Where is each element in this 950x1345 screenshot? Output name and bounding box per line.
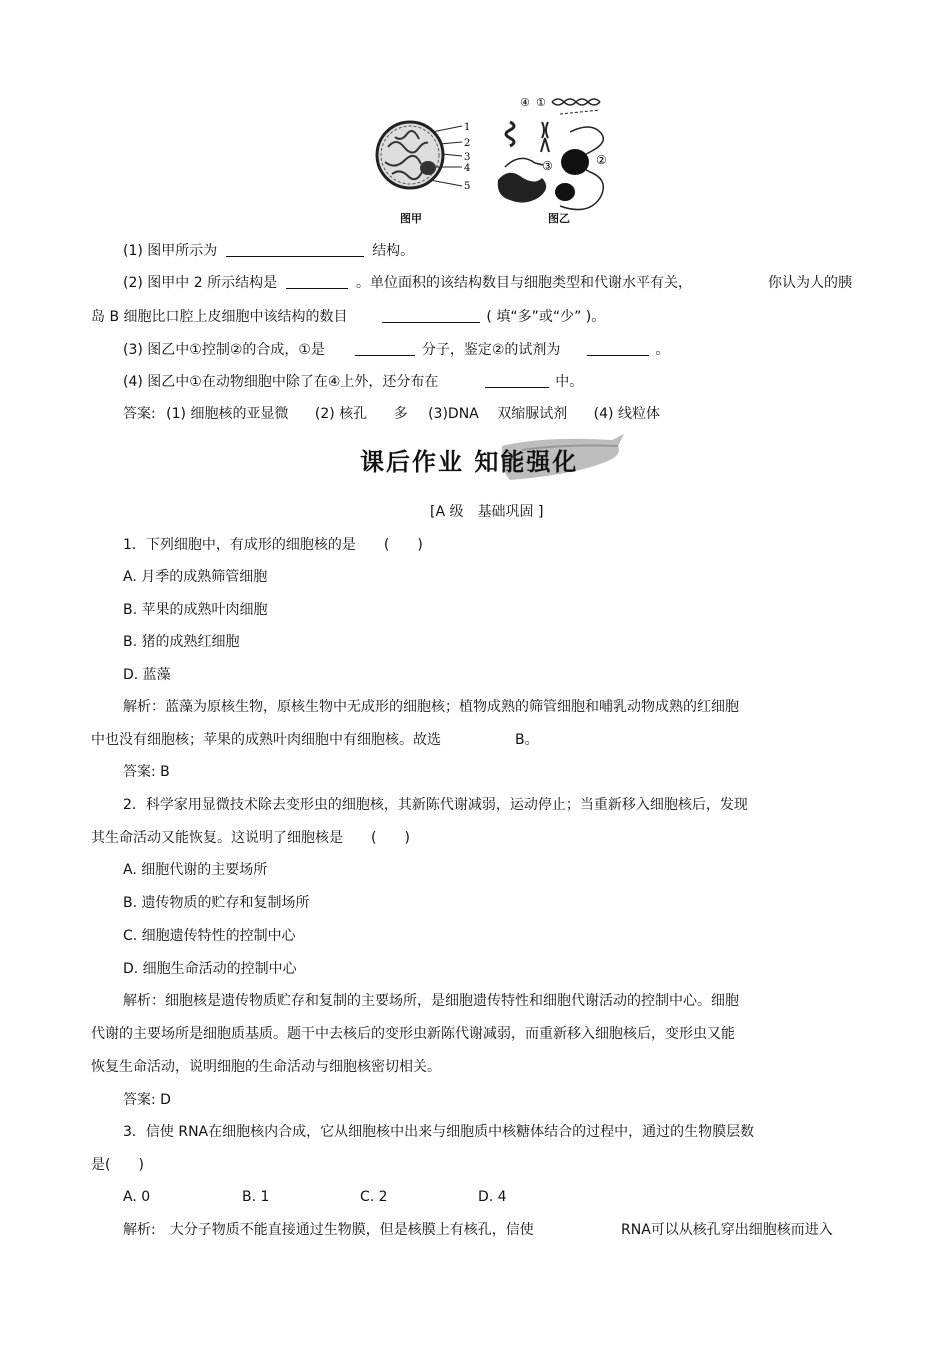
label-a-5: 5 — [464, 181, 471, 192]
q2-analysis-2: 代谢的主要场所是细胞质基质。题干中去核后的变形虫新陈代谢减弱，而重新移入细胞核后，变形虫又能 — [91, 1026, 735, 1042]
question-2-end: 你认为人的胰 — [768, 275, 852, 291]
q3-option-a: A. 0 — [123, 1189, 151, 1205]
answer-blank — [382, 308, 480, 323]
answer-blank — [587, 341, 649, 356]
q1-option-b: B. 苹果的成熟叶肉细胞 — [123, 602, 268, 618]
question-3-mid: 分子，鉴定②的试剂为 — [421, 342, 561, 358]
figure-a-caption: 图甲 — [400, 212, 422, 225]
question-1-suffix: 结构。 — [372, 243, 415, 259]
q3-stem-1: 3．信使 RNA在细胞核内合成，它从细胞核中出来与细胞质中核糖体结合的过程中，通过的生物膜层数 — [123, 1124, 755, 1140]
q2-option-b: B. 遗传物质的贮存和复制场所 — [123, 895, 310, 911]
label-b-4: ④ — [520, 96, 530, 109]
figure-a — [377, 122, 470, 192]
figure-b-caption: 图乙 — [548, 212, 570, 225]
q2-analysis-3: 恢复生命活动，说明细胞的生命活动与细胞核密切相关。 — [91, 1059, 441, 1075]
nucleus-diagram — [370, 92, 620, 227]
answer-part-6: (4) 线粒体 — [593, 406, 660, 422]
q3-option-b: B. 1 — [242, 1189, 270, 1205]
answer-blank — [226, 242, 364, 257]
figure-b — [498, 96, 607, 210]
question-4-line — [123, 373, 583, 391]
label-b-2: ② — [596, 153, 607, 167]
q3-analysis-b: RNA可以从核孔穿出细胞核而进入 — [621, 1222, 833, 1238]
question-3-line — [123, 341, 669, 359]
q1-answer: 答案: B — [123, 764, 170, 780]
q3-option-c: C. 2 — [360, 1189, 388, 1205]
q2-option-d: D. 细胞生命活动的控制中心 — [123, 961, 297, 977]
answer-blank — [485, 373, 549, 388]
q1-option-c: B. 猪的成熟红细胞 — [123, 634, 240, 650]
q2-stem-1: 2．科学家用显微技术除去变形虫的细胞核，其新陈代谢减弱，运动停止；当重新移入细胞核后，发现 — [123, 797, 748, 813]
question-4-prefix: (4) 图乙中①在动物细胞中除了在④上外，还分布在 — [123, 374, 439, 390]
answer-blank — [286, 274, 348, 289]
question-2-prefix: (2) 图甲中 2 所示结构是 — [123, 275, 278, 291]
label-b-1: ① — [536, 96, 546, 109]
question-4-suffix: 中。 — [555, 374, 584, 390]
answer-blank — [355, 341, 415, 356]
q2-option-c: C. 细胞遗传特性的控制中心 — [123, 928, 296, 944]
question-2b-prefix: 岛 B 细胞比口腔上皮细胞中该结构的数目 — [91, 309, 348, 325]
q1-analysis-1: 解析：蓝藻为原核生物，原核生物中无成形的细胞核；植物成熟的筛管细胞和哺乳动物成熟的红细胞 — [123, 699, 739, 715]
question-2-mid: 。单位面积的该结构数目与细胞类型和代谢水平有关， — [356, 275, 692, 291]
q3-stem-2: 是( ) — [91, 1157, 144, 1173]
q2-stem-2: 其生命活动又能恢复。这说明了细胞核是 ( ) — [91, 830, 410, 846]
answer-part-5: 双缩脲试剂 — [497, 406, 568, 422]
question-3-suffix: 。 — [655, 342, 670, 358]
question-1-prefix: (1) 图甲所示为 — [123, 243, 218, 259]
answer-part-1: (1) 细胞核的亚显微 — [166, 406, 289, 422]
q1-analysis-2b: B。 — [515, 732, 539, 748]
q2-option-a: A. 细胞代谢的主要场所 — [123, 862, 268, 878]
label-a-4: 4 — [464, 163, 471, 174]
section-banner — [352, 432, 630, 486]
cell-nucleus-figure — [370, 92, 620, 227]
question-2b-line — [91, 308, 605, 326]
q1-option-a: A. 月季的成熟筛管细胞 — [123, 569, 268, 585]
q1-option-d: D. 蓝藻 — [123, 667, 171, 683]
question-2-line — [123, 274, 692, 292]
banner-title: 课后作业 知能强化 — [360, 448, 579, 476]
q3-analysis-a: 解析: 大分子物质不能直接通过生物膜，但是核膜上有核孔，信使 — [123, 1222, 534, 1238]
question-1-line — [123, 242, 414, 260]
q1-analysis-2a: 中也没有细胞核；苹果的成熟叶肉细胞中有细胞核。故选 — [91, 732, 441, 748]
q2-answer: 答案: D — [123, 1092, 171, 1108]
answer-part-3: 多 — [393, 406, 408, 422]
label-a-1: 1 — [464, 122, 471, 133]
question-2b-suffix: ( 填“多”或“少” )。 — [486, 309, 606, 325]
answer-part-4: (3)DNA — [428, 406, 479, 422]
label-b-3: ③ — [542, 159, 553, 173]
question-3-prefix: (3) 图乙中①控制②的合成，①是 — [123, 342, 325, 358]
top-answer-line — [123, 405, 660, 423]
answer-label: 答案: — [123, 406, 156, 422]
level-heading: [A 级 基础巩固 ] — [430, 504, 544, 520]
q3-option-d: D. 4 — [478, 1189, 507, 1205]
label-a-3: 3 — [464, 152, 471, 163]
label-a-2: 2 — [464, 138, 471, 149]
q1-stem: 1．下列细胞中，有成形的细胞核的是 ( ) — [123, 537, 423, 553]
q2-analysis-1: 解析：细胞核是遗传物质贮存和复制的主要场所，是细胞遗传特性和细胞代谢活动的控制中心。细胞 — [123, 993, 739, 1009]
answer-part-2: (2) 核孔 — [314, 406, 368, 422]
